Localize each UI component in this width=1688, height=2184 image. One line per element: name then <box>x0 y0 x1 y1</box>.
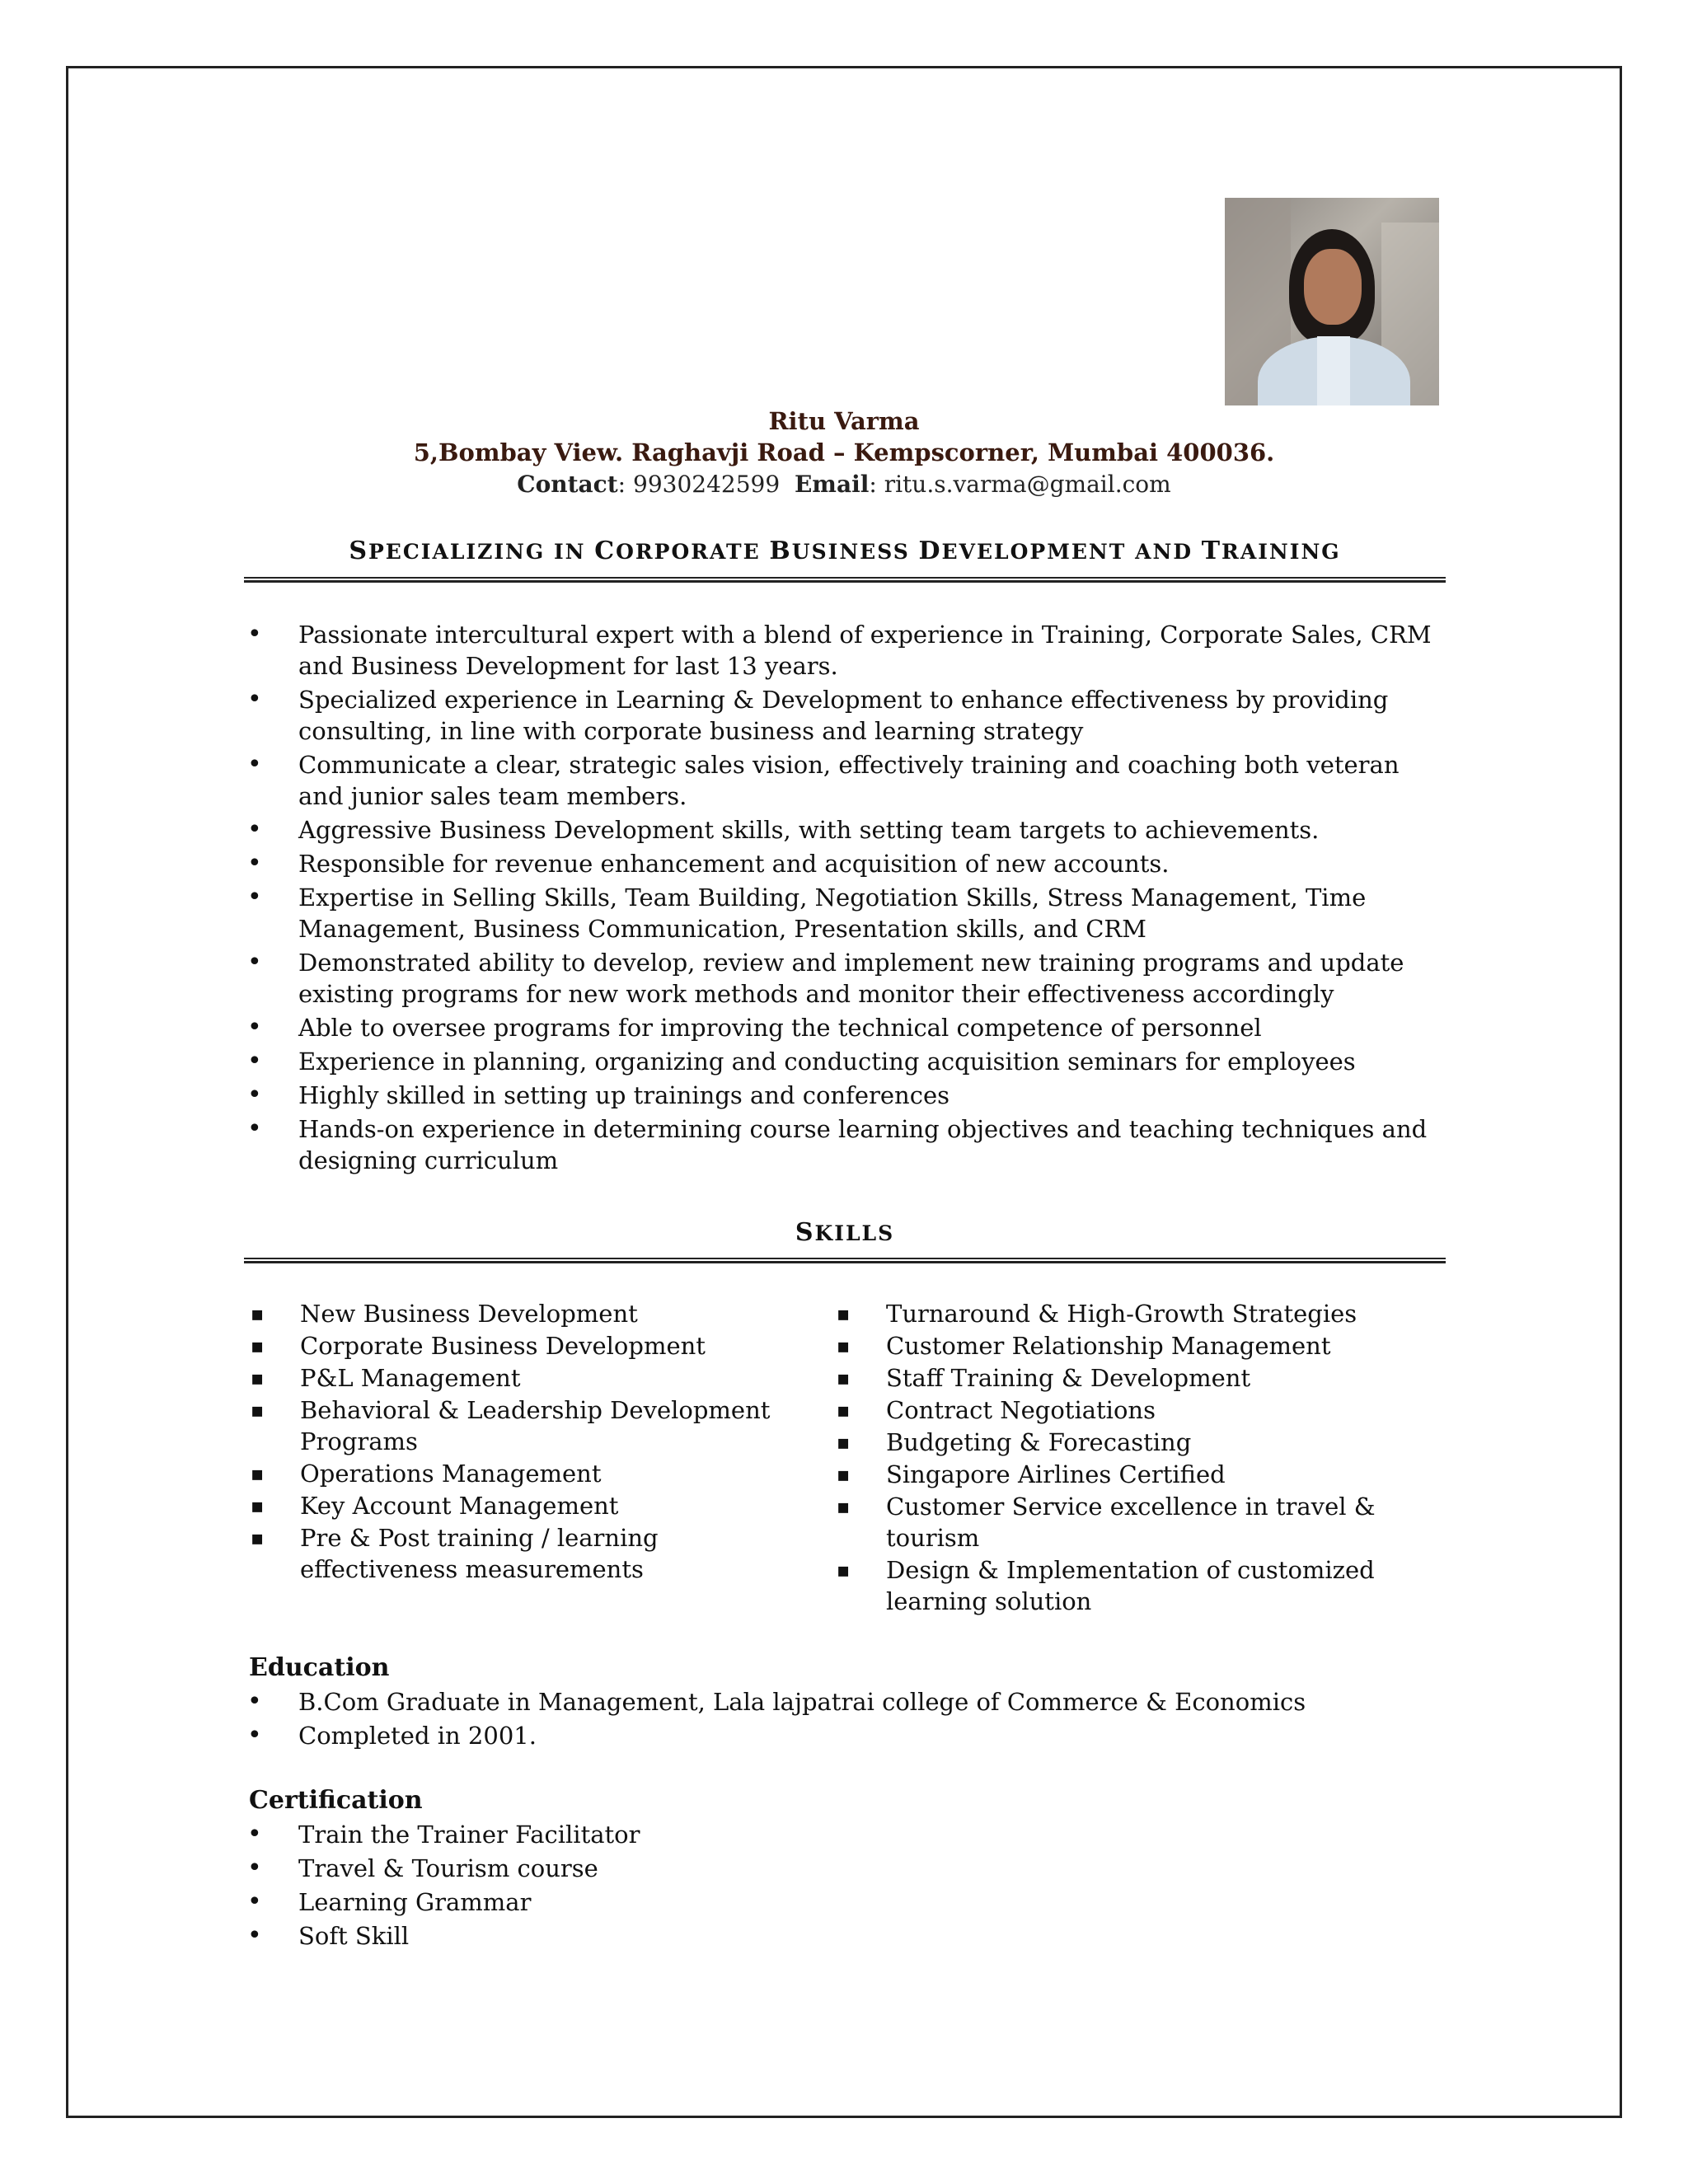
skills-left-list <box>249 1298 818 1586</box>
email-address: : ritu.s.varma@gmail.com <box>869 471 1171 498</box>
skill-item: ▪ Key Account Management <box>249 1490 818 1521</box>
email-label: Email <box>794 471 870 498</box>
section-divider <box>244 577 1446 583</box>
contact-label: Contact <box>517 471 618 498</box>
list-item: • Completed in 2001. <box>247 1720 1442 1751</box>
skill-item: ▪ Customer Relationship Management <box>835 1330 1461 1361</box>
list-item: • Able to oversee programs for improving the technical competence of personnel <box>247 1012 1442 1043</box>
skill-item: ▪ Design & Implementation of customized learning solution <box>835 1554 1461 1617</box>
skills-right-list <box>835 1298 1461 1618</box>
skill-item: ▪ Singapore Airlines Certified <box>835 1459 1461 1490</box>
contact-line <box>0 471 1688 498</box>
specializing-title: SPECIALIZING IN CORPORATE BUSINESS DEVELOPMENT AND TRAINING <box>349 537 1341 565</box>
skills-title: SKILLS <box>795 1218 895 1247</box>
skill-item: ▪ Staff Training & Development <box>835 1362 1461 1394</box>
phone-number: : 9930242599 <box>617 471 781 498</box>
list-item: • Experience in planning, organizing and conducting acquisition seminars for employees <box>247 1046 1442 1077</box>
list-item: • Responsible for revenue enhancement and acquisition of new accounts. <box>247 848 1442 879</box>
list-item: • Specialized experience in Learning & Development to enhance effectiveness by providing consulting, in line with corporate business and learning strategy <box>247 684 1442 747</box>
list-item: • Train the Trainer Facilitator <box>247 1819 1442 1850</box>
candidate-name: Ritu Varma <box>768 407 920 435</box>
skill-item: ▪ Budgeting & Forecasting <box>835 1427 1461 1458</box>
certification-list <box>247 1819 1442 1954</box>
list-item: • B.Com Graduate in Management, Lala lajpatrai college of Commerce & Economics <box>247 1686 1442 1718</box>
skill-item: ▪ Turnaround & High-Growth Strategies <box>835 1298 1461 1329</box>
skill-item: ▪ Behavioral & Leadership Development Programs <box>249 1394 818 1457</box>
list-item: • Soft Skill <box>247 1920 1442 1952</box>
skill-item: ▪ Contract Negotiations <box>835 1394 1461 1426</box>
specializing-list <box>247 619 1442 1179</box>
list-item: • Hands-on experience in determining course learning objectives and teaching techniques and designing curriculum <box>247 1113 1442 1176</box>
list-item: • Demonstrated ability to develop, review and implement new training programs and update existing programs for new work methods and monitor their effectiveness accordingly <box>247 947 1442 1010</box>
skill-item: ▪ Operations Management <box>249 1458 818 1489</box>
education-heading: Education <box>249 1653 390 1682</box>
certification-heading: Certification <box>249 1786 423 1815</box>
skill-item: ▪ Customer Service excellence in travel & tourism <box>835 1491 1461 1554</box>
skill-item: ▪ Corporate Business Development <box>249 1330 818 1361</box>
profile-photo <box>1225 198 1439 405</box>
list-item: • Travel & Tourism course <box>247 1853 1442 1884</box>
candidate-address: 5,Bombay View. Raghavji Road – Kempscorner, Mumbai 400036. <box>413 438 1275 466</box>
section-divider <box>244 1258 1446 1263</box>
list-item: • Highly skilled in setting up trainings and conferences <box>247 1080 1442 1111</box>
skill-item: ▪ P&L Management <box>249 1362 818 1394</box>
skill-item: ▪ New Business Development <box>249 1298 818 1329</box>
list-item: • Aggressive Business Development skills, with setting team targets to achievements. <box>247 814 1442 846</box>
list-item: • Passionate intercultural expert with a blend of experience in Training, Corporate Sales, CRM and Business Development for last 13 years. <box>247 619 1442 682</box>
list-item: • Learning Grammar <box>247 1886 1442 1918</box>
education-list <box>247 1686 1442 1754</box>
list-item: • Expertise in Selling Skills, Team Building, Negotiation Skills, Stress Management, Time Management, Business Communication, Presentation skills, and CRM <box>247 882 1442 944</box>
list-item: • Communicate a clear, strategic sales vision, effectively training and coaching both veteran and junior sales team members. <box>247 749 1442 812</box>
skill-item: ▪ Pre & Post training / learning effectiveness measurements <box>249 1522 818 1585</box>
